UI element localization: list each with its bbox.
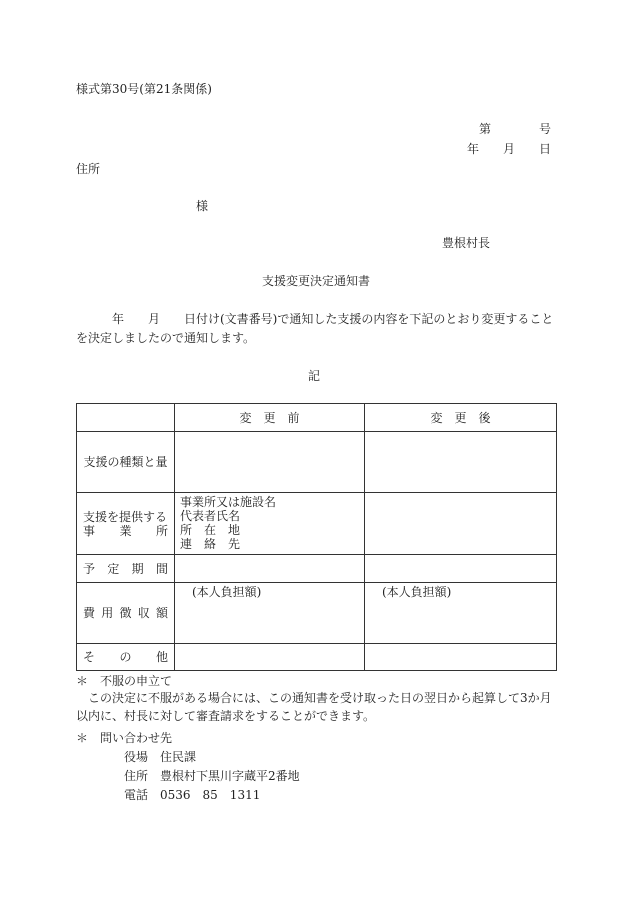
row-other-before (175, 644, 365, 671)
objection-heading: ＊ 不服の申立て (76, 674, 173, 688)
body-month: 月 (148, 312, 161, 326)
contact-office-label: 役場 (124, 750, 149, 764)
contact-address-value: 豊根村下黒川字蔵平2番地 (160, 769, 300, 783)
row-other-label: その他 (77, 644, 175, 671)
recipient-honorific: 様 (196, 199, 209, 213)
row-provider-label-line1: 支援を提供する (83, 509, 168, 524)
contact-office-value: 住民課 (160, 750, 197, 764)
sender-name: 豊根村長 (442, 236, 491, 250)
date-month: 月 (503, 142, 516, 156)
row-provider-before (175, 493, 365, 555)
body-text: 日付け(文書番号)で通知した支援の内容を下記のとおり変更すること (184, 312, 554, 326)
header-blank-cell (77, 404, 175, 432)
row-fee-label: 費用徴収額 (77, 583, 175, 644)
provider-address: 所在地 (180, 523, 240, 537)
row-support-type-label: 支援の種類と量 (77, 432, 175, 493)
provider-contact: 連絡先 (180, 537, 240, 551)
contact-phone-value: 0536 85 1311 (160, 788, 261, 802)
contact-heading: ＊ 問い合わせ先 (76, 731, 173, 745)
provider-facility-name: 事業所又は施設名 (180, 495, 277, 509)
row-fee-before: (本人負担額) (175, 583, 365, 644)
provider-representative: 代表者氏名 (180, 509, 241, 523)
change-table (76, 403, 557, 671)
row-provider-label-line2: 事業所 (83, 523, 168, 538)
row-period-after (365, 555, 557, 583)
document-number-prefix: 第 (479, 122, 492, 136)
form-number: 様式第30号(第21条関係) (76, 82, 212, 96)
date-day: 日 (539, 142, 552, 156)
header-after: 変 更 後 (365, 404, 557, 432)
header-before: 変 更 前 (175, 404, 365, 432)
contact-address-label: 住所 (124, 769, 149, 783)
objection-text: この決定に不服がある場合には、この通知書を受け取った日の翌日から起算して3か月以内に、村長に対して審査請求をすることができます。 (76, 691, 552, 723)
row-provider-label (77, 493, 175, 555)
row-fee-after: (本人負担額) (365, 583, 557, 644)
row-provider-after (365, 493, 557, 555)
date-year: 年 (467, 142, 480, 156)
body-text-continued: を決定しましたので通知します。 (76, 331, 256, 345)
document-number-suffix: 号 (539, 122, 552, 136)
row-support-type-before (175, 432, 365, 493)
row-period-label: 予定期間 (77, 555, 175, 583)
row-support-type-after (365, 432, 557, 493)
body-year: 年 (112, 312, 125, 326)
row-other-after (365, 644, 557, 671)
ki-marker: 記 (308, 369, 321, 383)
document-title: 支援変更決定通知書 (262, 274, 371, 288)
recipient-address-label: 住所 (76, 162, 101, 176)
row-period-before (175, 555, 365, 583)
contact-phone-label: 電話 (124, 788, 149, 802)
